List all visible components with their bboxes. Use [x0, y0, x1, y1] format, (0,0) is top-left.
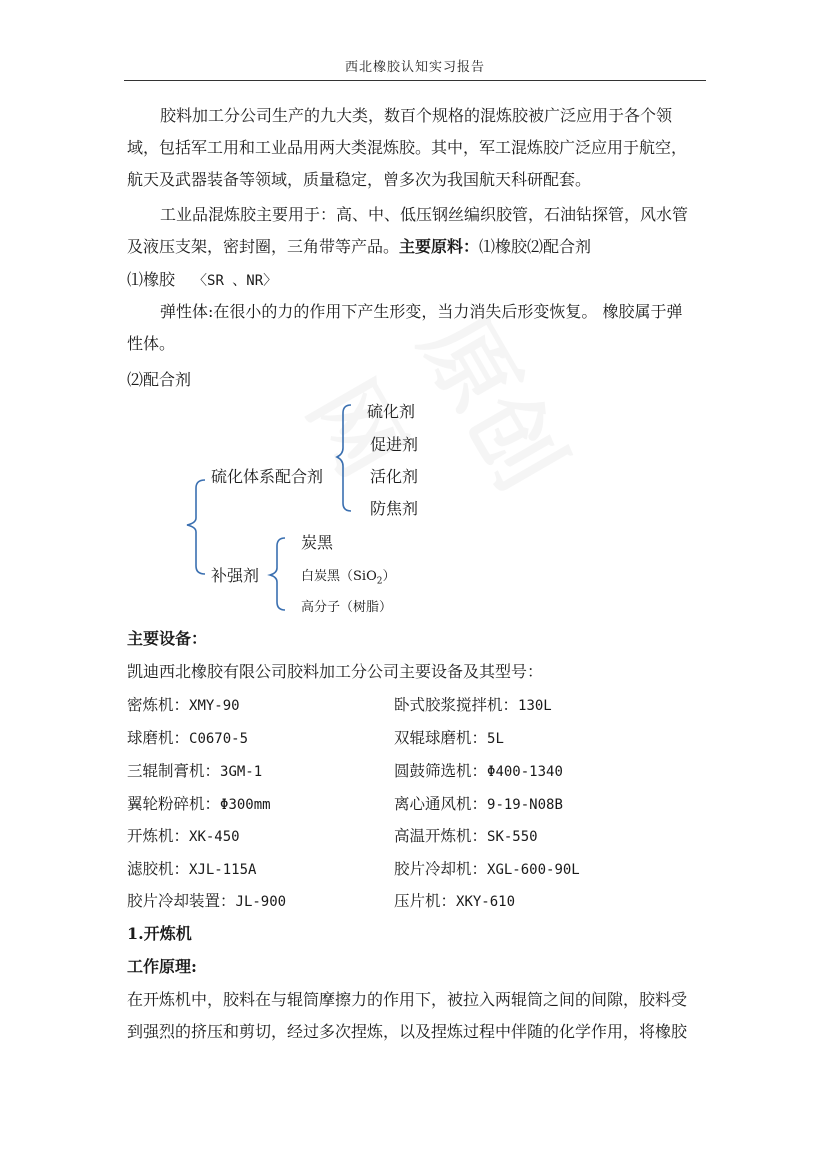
tree-branch-reinforcement: 补强剂 [211, 566, 260, 585]
equip-model: XMY-90 [189, 698, 240, 714]
white-carbon-close: ） [382, 569, 396, 584]
rubber-types: 〈SR 、NR〉 [193, 273, 278, 289]
tree-item-white-carbon-black [301, 567, 395, 592]
equip-model: 130L [518, 698, 552, 714]
equip-model: 9-19-N08B [487, 797, 563, 813]
equip-name: 卧式胶浆搅拌机： [394, 696, 519, 714]
equipment-intro: 凯迪西北橡胶有限公司胶料加工分公司主要设备及其型号： [127, 662, 544, 681]
rubber-heading: ⑴橡胶 [127, 270, 176, 289]
equip-model: 5L [487, 731, 504, 747]
equipment-right-4 [394, 826, 538, 847]
equip-name: 三辊制膏机： [127, 762, 221, 780]
page-header-title: 西北橡胶认知实习报告 [344, 60, 485, 75]
equipment-left-1 [127, 728, 248, 749]
equip-model: SK-550 [487, 829, 538, 845]
equipment-right-2 [394, 761, 563, 782]
equip-model: XKY-610 [456, 894, 516, 910]
tree-item-accelerator: 促进剂 [370, 435, 419, 454]
equip-name: 胶片冷却机： [394, 860, 488, 878]
section1-body-line2: 到强烈的挤压和剪切，经过多次捏炼，以及捏炼过程中伴随的化学作用，将橡胶 [127, 1022, 688, 1041]
tree-item-polymer: 高分子（树脂） [301, 600, 393, 615]
equip-name: 滤胶机： [127, 860, 190, 878]
para2-text: 及液压支架，密封圈，三角带等产品。 [127, 237, 400, 256]
subscript-2: 2 [376, 576, 383, 587]
equip-name: 球磨机： [127, 729, 190, 747]
intro-para1-line1: 胶料加工分公司生产的九大类，数百个规格的混炼胶被广泛应用于各个领 [160, 106, 673, 125]
equipment-left-5 [127, 859, 256, 880]
equip-model: Φ400-1340 [487, 764, 563, 780]
equip-name: 胶片冷却装置： [127, 892, 236, 910]
equipment-left-6 [127, 891, 286, 912]
intro-para1-line3: 航天及武器装备等领域，质量稳定，曾多次为我国航天科研配套。 [127, 170, 592, 189]
equipment-right-3 [394, 794, 563, 815]
equip-name: 高温开炼机： [394, 827, 488, 845]
main-materials-label: 主要原料： [399, 237, 480, 256]
equip-name: 开炼机： [127, 827, 190, 845]
equip-model: JL-900 [235, 894, 287, 910]
elastomer-line2: 性体。 [127, 334, 176, 353]
tree-branch-vulcanization: 硫化体系配合剂 [211, 467, 324, 486]
equipment-heading: 主要设备： [127, 629, 208, 648]
equip-model: XJL-115A [189, 862, 257, 878]
equip-name: 双辊球磨机： [394, 729, 488, 747]
equip-name: 密炼机： [127, 696, 190, 714]
tree-item-activator: 活化剂 [370, 467, 419, 486]
equip-name: 圆鼓筛选机： [394, 762, 488, 780]
equip-model: XGL-600-90L [487, 862, 580, 878]
section1-subheading: 工作原理: [127, 957, 197, 976]
white-carbon-text: 白炭黑（SiO [301, 569, 377, 584]
reinforcement-brace [270, 538, 285, 610]
section1-heading: 1.开炼机 [127, 924, 192, 943]
equipment-right-1 [394, 728, 504, 749]
equip-model: XK-450 [189, 829, 240, 845]
equip-name: 翼轮粉碎机： [127, 795, 221, 813]
para2-suffix: ⑴橡胶⑵配合剂 [479, 237, 592, 256]
vulcanization-brace [337, 405, 351, 511]
intro-para2-line1: 工业品混炼胶主要用于：高、中、低压钢丝编织胶管，石油钻探管，风水管 [160, 205, 689, 224]
tree-item-carbon-black: 炭黑 [301, 533, 334, 552]
equipment-left-2 [127, 761, 262, 782]
equipment-right-0 [394, 695, 552, 716]
equip-name: 离心通风机： [394, 795, 488, 813]
equipment-left-3 [127, 794, 271, 815]
equip-model: Φ300mm [220, 797, 271, 813]
equip-name: 压片机： [394, 892, 457, 910]
equipment-left-0 [127, 695, 240, 716]
elastomer-line1: 弹性体:在很小的力的作用下产生形变，当力消失后形变恢复。 橡胶属于弹 [160, 302, 683, 321]
equip-model: 3GM-1 [220, 764, 263, 780]
tree-item-antiscorch: 防焦剂 [370, 499, 419, 518]
equip-model: C0670-5 [189, 731, 249, 747]
equipment-right-5 [394, 859, 580, 880]
equipment-left-4 [127, 826, 240, 847]
section1-body-line1: 在开炼机中，胶料在与辊筒摩擦力的作用下，被拉入两辊筒之间的间隙，胶料受 [127, 990, 688, 1009]
tree-item-vulcanizer: 硫化剂 [367, 402, 416, 421]
root-brace [187, 480, 205, 574]
equipment-right-6 [394, 891, 515, 912]
intro-para1-line2: 域，包括军工用和工业品用两大类混炼胶。其中，军工混炼胶广泛应用于航空， [127, 138, 688, 157]
compound-heading: ⑵配合剂 [127, 370, 192, 389]
